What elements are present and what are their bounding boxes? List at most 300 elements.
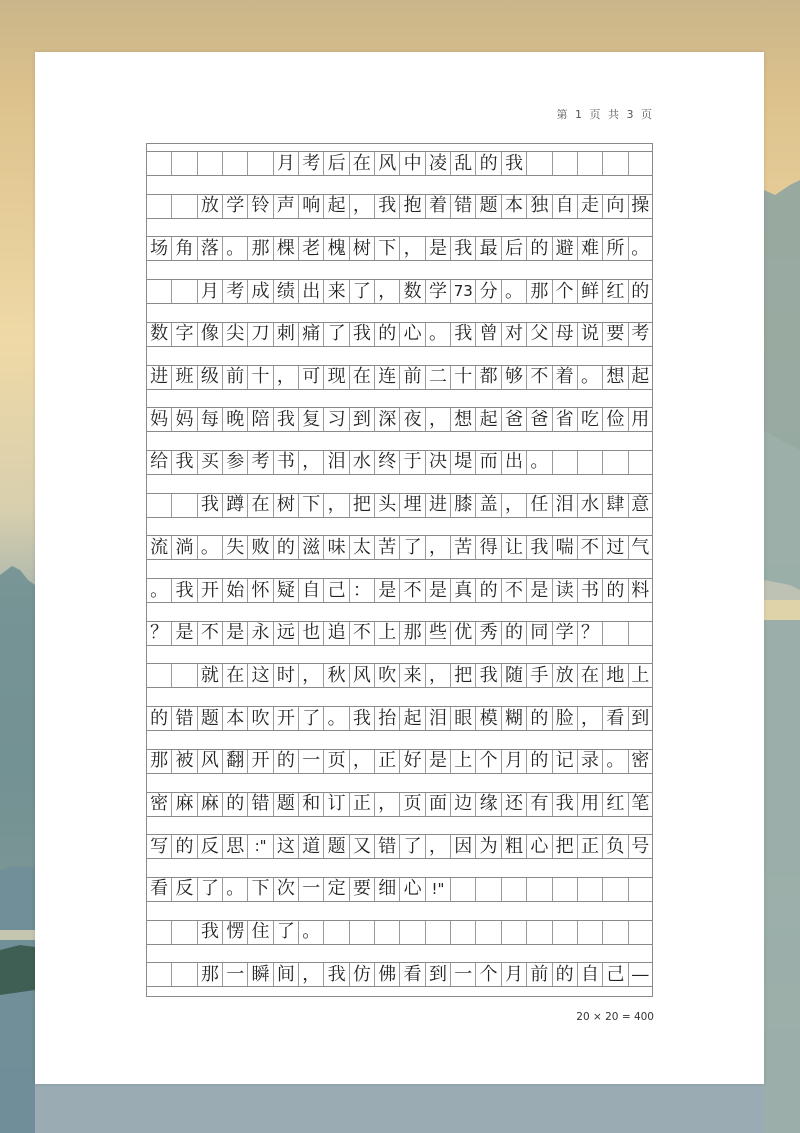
grid-cell: 写 [146,835,171,858]
grid-cell: 了 [298,707,323,730]
grid-cell: 抬 [374,707,399,730]
grid-cell: 题 [323,835,348,858]
grid-cell: 正 [374,750,399,773]
grid-cell: 看 [146,878,171,901]
grid-cell: 我 [171,451,196,474]
page-indicator: 第 1 页 共 3 页 [556,108,654,121]
grid-cell: ， [577,707,602,730]
grid-cell: 够 [501,366,526,389]
text-row [146,194,653,219]
grid-cell: ？ [146,622,171,645]
grid-cell: 的 [526,237,551,260]
grid-cell: 上 [628,664,653,687]
grid-cell: 月 [273,152,298,175]
grid-cell: 过 [602,536,627,559]
grid-cell: 盖 [475,494,500,517]
title-row [146,151,653,176]
grid-cell: 秋 [323,664,348,687]
grid-cell: 疑 [273,579,298,602]
grid-cell: 数 [399,280,424,303]
text-row [146,578,653,603]
grid-cell: 仿 [349,963,374,986]
grid-cell: 永 [247,622,272,645]
grid-cell [475,878,500,901]
grid-cell: 我 [349,323,374,346]
grid-cell: 淌 [171,536,196,559]
grid-cell: 。 [501,280,526,303]
grid-cell: 心 [399,323,424,346]
grid-cell: 后 [323,152,348,175]
grid-cell: ， [425,408,450,431]
grid-cell: 滋 [298,536,323,559]
grid-cell: 要 [349,878,374,901]
grid-cell [501,921,526,944]
grid-cell [552,921,577,944]
grid-cell: 正 [577,835,602,858]
grid-cell: 心 [399,878,424,901]
grid-cell: 把 [349,494,374,517]
grid-cell: 落 [197,237,222,260]
grid-cell: 定 [323,878,348,901]
grid-cell: 那 [399,622,424,645]
grid-cell: 十 [450,366,475,389]
grid-cell: 在 [222,664,247,687]
grid-cell: 红 [602,280,627,303]
grid-cell: 起 [399,707,424,730]
grid-cell: 鲜 [577,280,602,303]
grid-cell: 出 [501,451,526,474]
grid-cell: 自 [298,579,323,602]
grid-cell: 我 [475,664,500,687]
grid-cell: 。 [146,579,171,602]
grid-cell [628,152,653,175]
grid-cell [222,152,247,175]
grid-cell: 俭 [602,408,627,431]
grid-cell: 缘 [475,793,500,816]
grid-cell: 而 [475,451,500,474]
grid-cell: 被 [171,750,196,773]
grid-cell: 放 [552,664,577,687]
text-row [146,749,653,774]
grid-cell: ， [374,280,399,303]
grid-cell: 真 [450,579,475,602]
grid-cell: 起 [475,408,500,431]
grid-cell [146,921,171,944]
grid-cell: 埋 [399,494,424,517]
grid-cell: 前 [222,366,247,389]
grid-cell: 远 [273,622,298,645]
grid-cell: 错 [450,195,475,218]
grid-cell: 错 [247,793,272,816]
grid-cell: 。 [197,536,222,559]
grid-cell: 订 [323,793,348,816]
text-row [146,365,653,390]
grid-cell: 红 [602,793,627,816]
grid-cell: 是 [526,579,551,602]
grid-cell: 学 [552,622,577,645]
grid-cell: 了 [323,323,348,346]
grid-cell: 曾 [475,323,500,346]
grid-cell: 自 [552,195,577,218]
grid-cell: 连 [374,366,399,389]
grid-cell: 终 [374,451,399,474]
grid-cell: 绩 [273,280,298,303]
grid-cell: 。 [323,707,348,730]
grid-cell: 决 [425,451,450,474]
grid-cell: 母 [552,323,577,346]
grid-cell: 那 [247,237,272,260]
grid-cell: 优 [450,622,475,645]
grid-cell: 不 [197,622,222,645]
grid-cell: 中 [399,152,424,175]
text-row [146,663,653,688]
grid-cell: 在 [577,664,602,687]
grid-cell: 树 [273,494,298,517]
grid-cell: 水 [349,451,374,474]
grid-cell: ， [298,963,323,986]
grid-cell [552,878,577,901]
grid-cell: 看 [602,707,627,730]
grid-cell: ， [425,835,450,858]
grid-cell: 有 [526,793,551,816]
grid-cell: 棵 [273,237,298,260]
grid-cell: 成 [247,280,272,303]
grid-cell: 又 [349,835,374,858]
grid-cell: 是 [222,622,247,645]
grid-cell: 流 [146,536,171,559]
grid-cell [171,921,196,944]
grid-cell: 己 [602,963,627,986]
text-row [146,621,653,646]
grid-cell: 佛 [374,963,399,986]
grid-cell: 上 [374,622,399,645]
grid-cell: 在 [349,366,374,389]
grid-cell [146,152,171,175]
grid-cell: 考 [247,451,272,474]
grid-cell [247,152,272,175]
grid-cell: 自 [577,963,602,986]
grid-cell: ， [349,750,374,773]
grid-cell: 想 [450,408,475,431]
grid-cell: 间 [273,963,298,986]
text-row [146,450,653,475]
grid-cell: 难 [577,237,602,260]
grid-cell: 反 [171,878,196,901]
text-row [146,877,653,902]
grid-cell: 晚 [222,408,247,431]
grid-cell: 题 [273,793,298,816]
grid-cell [450,921,475,944]
grid-cell: 味 [323,536,348,559]
grid-cell: 爸 [501,408,526,431]
grid-cell: 的 [501,622,526,645]
grid-cell: 的 [273,536,298,559]
grid-cell: 出 [298,280,323,303]
grid-cell: 把 [552,835,577,858]
grid-cell: 还 [501,793,526,816]
grid-cell: 负 [602,835,627,858]
grid-cell [577,451,602,474]
grid-cell: 来 [323,280,348,303]
grid-cell: 开 [197,579,222,602]
grid-cell: 复 [298,408,323,431]
grid-cell: 上 [450,750,475,773]
grid-cell: 痛 [298,323,323,346]
grid-cell: !" [425,878,450,901]
grid-cell: 那 [526,280,551,303]
grid-cell: 我 [171,579,196,602]
grid-cell: :" [247,835,272,858]
grid-cell: 在 [349,152,374,175]
grid-cell: 了 [399,835,424,858]
grid-cell [146,494,171,517]
grid-cell: 喘 [552,536,577,559]
grid-cell: 月 [501,963,526,986]
grid-cell: 的 [475,152,500,175]
grid-cell: 秀 [475,622,500,645]
grid-cell [628,451,653,474]
grid-cell: 我 [197,921,222,944]
grid-cell: 我 [349,707,374,730]
grid-cell [349,921,374,944]
grid-cell: 不 [399,579,424,602]
grid-cell: 放 [197,195,222,218]
grid-cell: 麻 [197,793,222,816]
grid-cell: ， [425,664,450,687]
grid-cell: — [628,963,653,986]
grid-cell: 考 [222,280,247,303]
grid-cell [171,963,196,986]
grid-cell: 级 [197,366,222,389]
grid-cell [171,664,196,687]
grid-cell [171,494,196,517]
grid-cell: 苦 [374,536,399,559]
grid-cell: 水 [577,494,602,517]
grid-cell: 十 [247,366,272,389]
grid-cell: 题 [197,707,222,730]
grid-cell: 瞬 [247,963,272,986]
grid-cell: 页 [399,793,424,816]
grid-cell [374,921,399,944]
text-row [146,920,653,945]
grid-cell: 班 [171,366,196,389]
grid-cell: ， [298,664,323,687]
grid-cell: 一 [450,963,475,986]
grid-cell: 现 [323,366,348,389]
grid-cell: 字 [171,323,196,346]
grid-cell: 起 [628,366,653,389]
grid-cell: 开 [247,750,272,773]
grid-cell: 道 [298,835,323,858]
grid-cell: 的 [171,835,196,858]
grid-cell: 来 [399,664,424,687]
grid-cell: 意 [628,494,653,517]
grid-cell: 头 [374,494,399,517]
grid-cell: 眼 [450,707,475,730]
grid-cell: 己 [323,579,348,602]
grid-cell: 抱 [399,195,424,218]
grid-cell: 夜 [399,408,424,431]
grid-cell: 乱 [450,152,475,175]
grid-cell: 响 [298,195,323,218]
grid-cell: 是 [425,750,450,773]
grid-cell: ， [273,366,298,389]
grid-cell: 进 [146,366,171,389]
grid-cell: 最 [475,237,500,260]
grid-cell: 每 [197,408,222,431]
grid-cell: 我 [552,793,577,816]
grid-cell: 一 [222,963,247,986]
grid-cell: 不 [501,579,526,602]
grid-cell: 父 [526,323,551,346]
grid-cell: 到 [425,963,450,986]
grid-cell: 要 [602,323,627,346]
grid-cell [602,152,627,175]
grid-cell [526,152,551,175]
grid-cell: 的 [628,280,653,303]
grid-cell [171,152,196,175]
grid-cell [577,921,602,944]
grid-cell: 。 [222,237,247,260]
grid-cell [450,878,475,901]
grid-cell: 。 [628,237,653,260]
grid-cell: 书 [273,451,298,474]
grid-cell: 避 [552,237,577,260]
grid-cell: ， [298,451,323,474]
grid-cell: 于 [399,451,424,474]
grid-cell: 想 [602,366,627,389]
grid-cell: 二 [425,366,450,389]
grid-cell: 不 [526,366,551,389]
grid-cell: 说 [577,323,602,346]
grid-cell: 像 [197,323,222,346]
grid-cell: 那 [146,750,171,773]
grid-cell: 任 [526,494,551,517]
grid-cell: ？ [577,622,602,645]
grid-cell: ， [323,494,348,517]
grid-cell: 让 [501,536,526,559]
grid-cell: 个 [475,963,500,986]
grid-cell: 心 [526,835,551,858]
grid-cell: 的 [526,707,551,730]
grid-cell [146,195,171,218]
text-row [146,236,653,261]
grid-cell: 考 [298,152,323,175]
grid-cell: 败 [247,536,272,559]
grid-cell [146,280,171,303]
grid-cell [552,451,577,474]
grid-cell: 泪 [323,451,348,474]
grid-cell: 粗 [501,835,526,858]
grid-cell: 我 [323,963,348,986]
grid-cell: 的 [146,707,171,730]
grid-cell [577,878,602,901]
grid-cell: 些 [425,622,450,645]
grid-cell: 气 [628,536,653,559]
grid-cell: 号 [628,835,653,858]
grid-cell: 的 [602,579,627,602]
grid-cell: 次 [273,878,298,901]
composition-grid [146,143,653,997]
grid-cell: 笔 [628,793,653,816]
grid-cell: 苦 [450,536,475,559]
grid-cell: 记 [552,750,577,773]
text-row [146,792,653,817]
grid-cell: ： [349,579,374,602]
grid-cell: 刀 [247,323,272,346]
grid-cell: 到 [628,707,653,730]
grid-cell: 在 [247,494,272,517]
grid-cell: 细 [374,878,399,901]
grid-cell: 进 [425,494,450,517]
grid-cell: 给 [146,451,171,474]
grid-cell: 就 [197,664,222,687]
grid-cell: 前 [526,963,551,986]
grid-cell [146,963,171,986]
grid-cell: 追 [323,622,348,645]
grid-cell: ， [501,494,526,517]
grid-cell: 。 [526,451,551,474]
grid-cell [602,622,627,645]
grid-cell: 刺 [273,323,298,346]
grid-cell: 蹲 [222,494,247,517]
grid-cell: ， [374,793,399,816]
grid-cell: 着 [425,195,450,218]
grid-cell: 老 [298,237,323,260]
grid-cell: 错 [374,835,399,858]
grid-cell: 学 [425,280,450,303]
grid-cell: 到 [349,408,374,431]
grid-cell: 树 [349,237,374,260]
grid-cell: 月 [197,280,222,303]
grid-cell: 下 [298,494,323,517]
grid-cell: 泪 [425,707,450,730]
grid-cell: 住 [247,921,272,944]
grid-cell [628,878,653,901]
grid-cell: 着 [552,366,577,389]
grid-cell: 可 [298,366,323,389]
grid-cell [197,152,222,175]
grid-cell: 的 [222,793,247,816]
grid-cell: 深 [374,408,399,431]
grid-cell: 妈 [171,408,196,431]
grid-cell: ， [349,195,374,218]
grid-cell: 堤 [450,451,475,474]
grid-cell: 用 [628,408,653,431]
grid-cell: 吹 [247,707,272,730]
grid-cell: 我 [273,408,298,431]
grid-cell [628,921,653,944]
grid-cell: ， [425,536,450,559]
grid-cell: 不 [349,622,374,645]
grid-cell: 太 [349,536,374,559]
grid-cell: 因 [450,835,475,858]
grid-cell: 风 [374,152,399,175]
grid-cell [171,280,196,303]
grid-cell: 的 [374,323,399,346]
grid-count-label: 20 × 20 = 400 [576,1011,654,1023]
text-row [146,535,653,560]
grid-cell: 这 [273,835,298,858]
text-row [146,962,653,987]
grid-cell: 凌 [425,152,450,175]
grid-cell: 省 [552,408,577,431]
grid-cell: 所 [602,237,627,260]
grid-cell: 。 [602,750,627,773]
grid-cell: 吹 [374,664,399,687]
grid-cell [323,921,348,944]
grid-cell: 的 [526,750,551,773]
